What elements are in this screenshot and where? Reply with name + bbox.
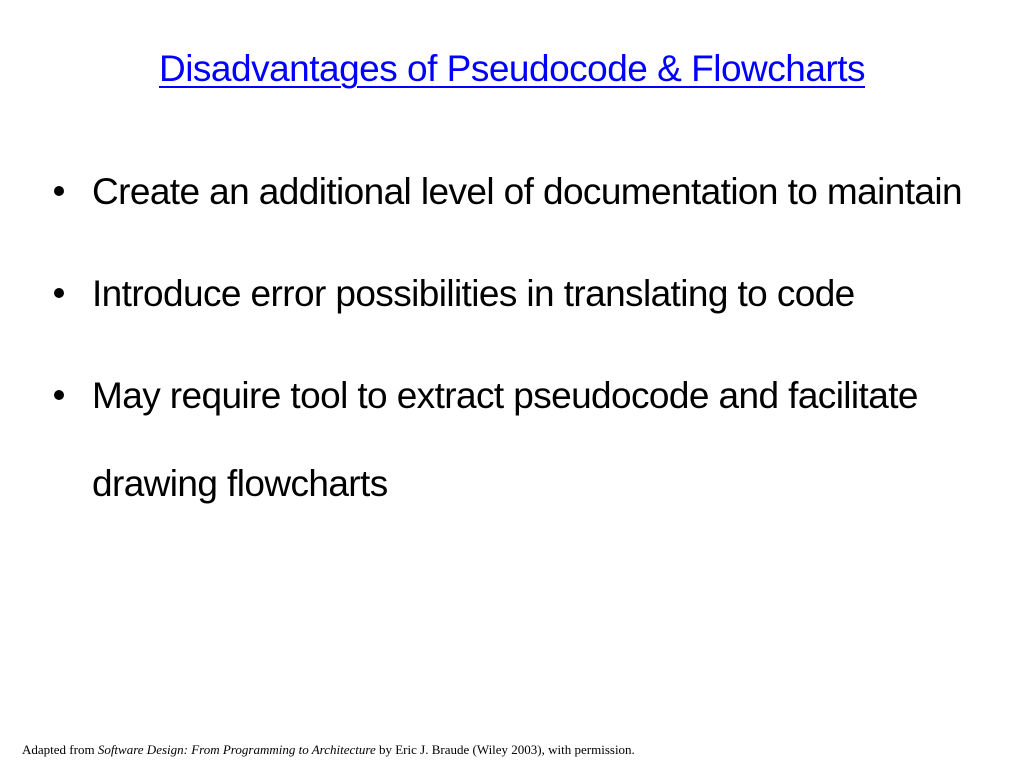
bullet-dot-icon xyxy=(54,186,64,196)
bullet-item-translation-errors xyxy=(54,250,984,338)
bullet-item-documentation xyxy=(54,148,984,236)
bullet-dot-icon xyxy=(54,390,64,400)
footer-suffix: by Eric J. Braude (Wiley 2003), with permission. xyxy=(375,742,635,757)
footer-book-title: Software Design: From Programming to Architecture xyxy=(97,742,376,757)
footer-prefix: Adapted from xyxy=(22,742,98,757)
bullet-item-tooling xyxy=(54,352,984,528)
bullet-list xyxy=(54,148,984,542)
bullet-dot-icon xyxy=(54,288,64,298)
bullet-text: Introduce error possibilities in translating to code xyxy=(92,273,855,314)
title-link[interactable]: Disadvantages of Pseudocode & Flowcharts xyxy=(158,48,866,89)
slide-title xyxy=(0,48,1024,90)
bullet-text: May require tool to extract pseudocode and facilitate drawing flowcharts xyxy=(92,375,918,504)
attribution-footer xyxy=(22,742,635,758)
bullet-text: Create an additional level of documentation to maintain xyxy=(92,171,962,212)
